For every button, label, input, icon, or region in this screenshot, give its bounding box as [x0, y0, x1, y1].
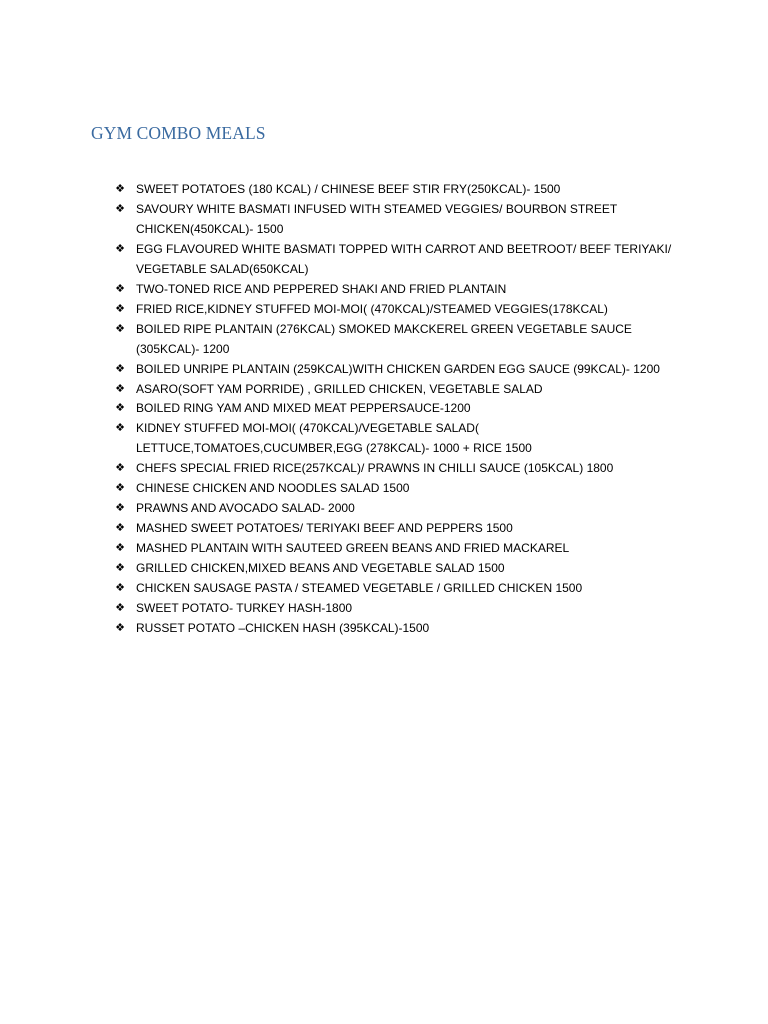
- list-item-text: SAVOURY WHITE BASMATI INFUSED WITH STEAMED VEGGIES/ BOURBON STREET: [136, 201, 618, 216]
- list-item-text: EGG FLAVOURED WHITE BASMATI TOPPED WITH CARROT AND BEETROOT/ BEEF TERIYAKI/: [136, 241, 672, 256]
- list-item: [114, 240, 674, 280]
- list-item: [114, 519, 674, 539]
- diamond-bullet-icon: ❖: [115, 402, 125, 415]
- list-item-text: (305KCAL)- 1200: [136, 341, 230, 356]
- diamond-bullet-icon: ❖: [115, 482, 125, 495]
- list-item-text: BOILED RIPE PLANTAIN (276KCAL) SMOKED MAKCKEREL GREEN VEGETABLE SAUCE: [136, 321, 632, 336]
- diamond-bullet-icon: ❖: [115, 522, 125, 535]
- list-item-text: VEGETABLE SALAD(650KCAL): [136, 261, 309, 276]
- list-item-text: MASHED SWEET POTATOES/ TERIYAKI BEEF AND PEPPERS 1500: [136, 521, 513, 536]
- diamond-bullet-icon: ❖: [115, 502, 125, 515]
- diamond-bullet-icon: ❖: [115, 322, 125, 335]
- list-item: [114, 579, 674, 599]
- list-item-text: CHICKEN(450KCAL)- 1500: [136, 221, 284, 236]
- list-item-text: SWEET POTATO- TURKEY HASH-1800: [136, 601, 353, 616]
- diamond-bullet-icon: ❖: [115, 183, 125, 195]
- list-item-text: MASHED PLANTAIN WITH SAUTEED GREEN BEANS AND FRIED MACKAREL: [136, 541, 570, 556]
- diamond-bullet-icon: ❖: [115, 621, 125, 634]
- list-item-text: BOILED UNRIPE PLANTAIN (259KCAL)WITH CHICKEN GARDEN EGG SAUCE (99KCAL)- 1200: [136, 361, 660, 376]
- diamond-bullet-icon: ❖: [115, 542, 125, 555]
- diamond-bullet-icon: ❖: [115, 562, 125, 575]
- list-item: [114, 559, 674, 579]
- list-item-text: GRILLED CHICKEN,MIXED BEANS AND VEGETABLE SALAD 1500: [136, 561, 505, 576]
- meal-list: [114, 180, 674, 639]
- list-item-text: FRIED RICE,KIDNEY STUFFED MOI-MOI( (470KCAL)/STEAMED VEGGIES(178KCAL): [136, 301, 608, 316]
- list-item-text: ASARO(SOFT YAM PORRIDE) , GRILLED CHICKEN, VEGETABLE SALAD: [136, 381, 543, 396]
- list-item-text: CHEFS SPECIAL FRIED RICE(257KCAL)/ PRAWNS IN CHILLI SAUCE (105KCAL) 1800: [136, 461, 614, 476]
- diamond-bullet-icon: ❖: [115, 602, 125, 615]
- list-item: [114, 380, 674, 400]
- list-item: [114, 459, 674, 479]
- list-item: [114, 539, 674, 559]
- list-item: [114, 619, 674, 639]
- list-item-text: CHINESE CHICKEN AND NOODLES SALAD 1500: [136, 481, 410, 496]
- list-item-text: LETTUCE,TOMATOES,CUCUMBER,EGG (278KCAL)- 1000 + RICE 1500: [136, 441, 532, 456]
- list-item-text: PRAWNS AND AVOCADO SALAD- 2000: [136, 501, 355, 516]
- list-item: [114, 300, 674, 320]
- list-item: [114, 479, 674, 499]
- diamond-bullet-icon: ❖: [115, 582, 125, 595]
- list-item: [114, 280, 674, 300]
- list-item-text: RUSSET POTATO –CHICKEN HASH (395KCAL)-1500: [136, 620, 430, 635]
- diamond-bullet-icon: ❖: [115, 302, 125, 315]
- diamond-bullet-icon: ❖: [115, 282, 125, 295]
- list-item: [114, 320, 674, 360]
- list-item: [114, 499, 674, 519]
- list-item: [114, 419, 674, 459]
- list-item-text: KIDNEY STUFFED MOI-MOI( (470KCAL)/VEGETABLE SALAD(: [136, 421, 479, 436]
- diamond-bullet-icon: ❖: [115, 422, 125, 435]
- page-title: GYM COMBO MEALS: [91, 123, 266, 143]
- list-item-text: TWO-TONED RICE AND PEPPERED SHAKI AND FRIED PLANTAIN: [136, 281, 507, 296]
- diamond-bullet-icon: ❖: [115, 242, 125, 255]
- diamond-bullet-icon: ❖: [115, 202, 125, 215]
- list-item: [114, 180, 674, 200]
- list-item-text: BOILED RING YAM AND MIXED MEAT PEPPERSAUCE-1200: [136, 401, 471, 416]
- list-item: [114, 599, 674, 619]
- list-item-text: CHICKEN SAUSAGE PASTA / STEAMED VEGETABLE / GRILLED CHICKEN 1500: [136, 581, 583, 596]
- list-item: [114, 360, 674, 380]
- list-item: [114, 399, 674, 419]
- diamond-bullet-icon: ❖: [115, 362, 125, 375]
- diamond-bullet-icon: ❖: [115, 462, 125, 475]
- list-item: [114, 200, 674, 240]
- diamond-bullet-icon: ❖: [115, 382, 125, 395]
- list-item-text: SWEET POTATOES (180 KCAL) / CHINESE BEEF STIR FRY(250KCAL)- 1500: [136, 182, 561, 196]
